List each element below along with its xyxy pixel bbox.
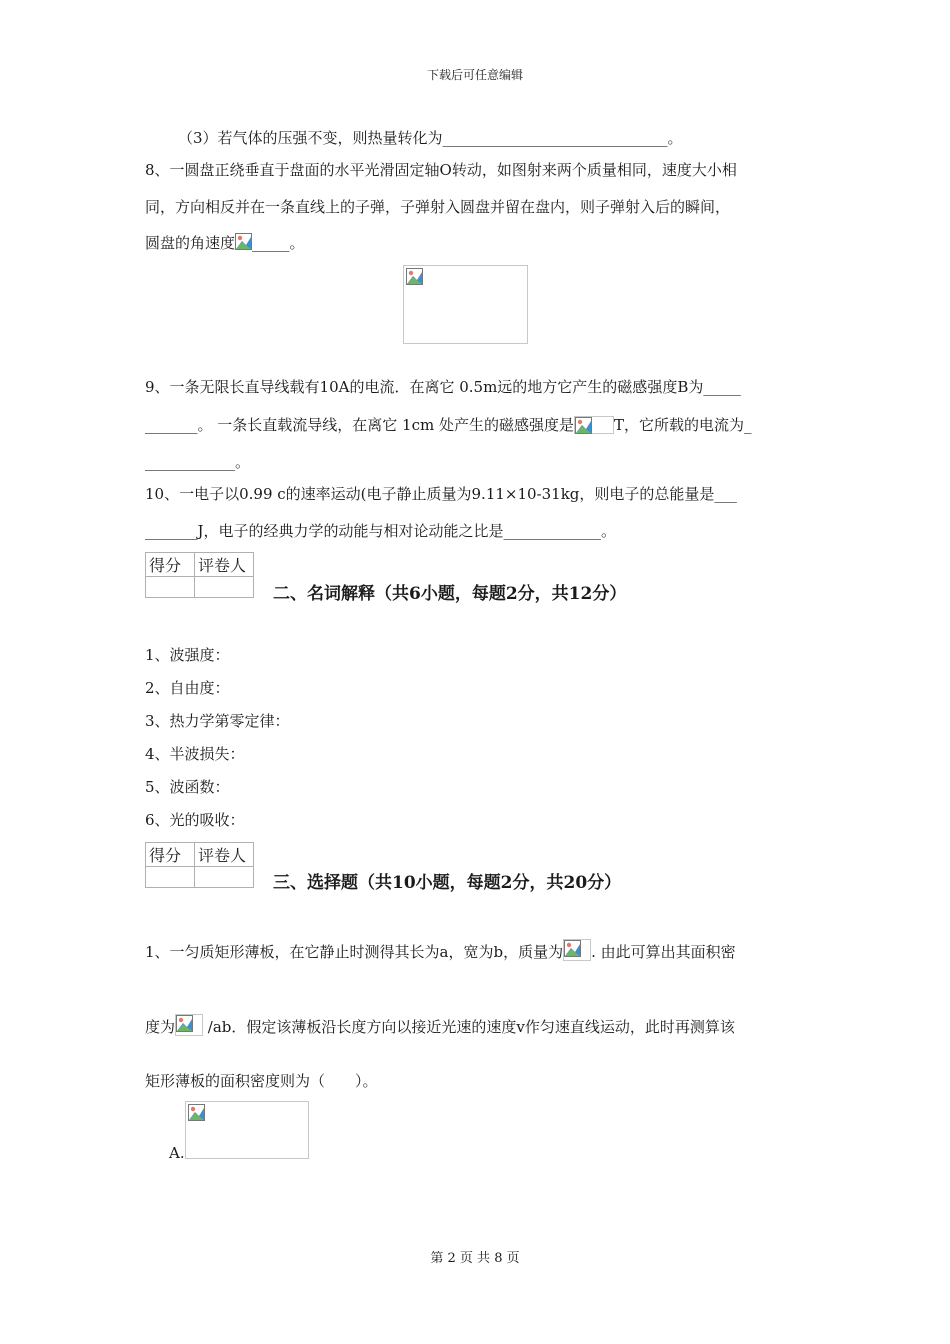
broken-image-icon (406, 268, 423, 285)
broken-image-icon (575, 417, 592, 434)
q8-figure (403, 265, 528, 344)
q9-formula-image (574, 416, 614, 434)
grader-cell (195, 867, 254, 888)
term-item: 2、自由度： (145, 679, 230, 697)
q7-part3-blank: ______________________________ (442, 129, 668, 147)
q8-line3 (145, 233, 305, 253)
choice-q1-line1 (145, 939, 736, 962)
q9-line2 (145, 415, 752, 435)
option-a-image (185, 1101, 309, 1159)
score-cell (146, 867, 195, 888)
q9-line3: ____________。 (145, 453, 251, 471)
option-a-label: A. (169, 1144, 185, 1162)
term-item: 3、热力学第零定律： (145, 712, 290, 730)
page-footer: 第 2 页 共 8 页 (430, 1251, 520, 1266)
q7-part3-text: （3）若气体的压强不变，则热量转化为 (178, 129, 443, 147)
choice-q1-text: 度为 (145, 1018, 176, 1036)
q9-line2-text: _______。 一条长直载流导线，在离它 1cm 处产生的磁感强度是 (145, 416, 574, 434)
score-label: 得分 (146, 553, 195, 577)
choice-q1-line2 (145, 1014, 735, 1037)
q10-line2: _______J，电子的经典力学的动能与相对论动能之比是_____________。 (145, 522, 617, 540)
section-title: 二、名词解释（共6小题，每题2分，共12分） (273, 584, 627, 604)
score-table (145, 552, 254, 598)
density-formula-image (175, 1014, 203, 1036)
q7-part3 (178, 128, 683, 148)
q8-line3-text: 圆盘的角速度 (145, 234, 236, 252)
grader-label: 评卷人 (195, 553, 254, 577)
term-item: 6、光的吸收： (145, 811, 245, 829)
term-item: 4、半波损失： (145, 745, 245, 763)
q7-part3-end: 。 (667, 129, 683, 147)
q8-line1: 8、一圆盘正绕垂直于盘面的水平光滑固定轴O转动，如图射来两个质量相同，速度大小相 (145, 161, 737, 179)
q8-line2: 同，方向相反并在一条直线上的子弹，子弹射入圆盘并留在盘内，则子弹射入后的瞬间， (145, 198, 731, 216)
grader-cell (195, 577, 254, 598)
page-header: 下载后可任意编辑 (426, 68, 523, 82)
choice-q1-text-end: . 由此可算出其面积密 (591, 943, 736, 961)
q10-line1: 10、一电子以0.99 c的速率运动(电子静止质量为9.11×10-31kg，则电子的总能量是___ (145, 485, 737, 503)
broken-image-icon (235, 233, 252, 250)
choice-q1-text: 1、一匀质矩形薄板，在它静止时测得其长为a，宽为b，质量为 (145, 943, 564, 961)
choice-q1-line3: 矩形薄板的面积密度则为（ ）。 (145, 1072, 378, 1090)
q8-line3-blank: _____。 (252, 234, 305, 252)
score-table (145, 842, 254, 888)
term-item: 1、波强度： (145, 646, 230, 664)
q9-line1: 9、一条无限长直导线载有10A的电流．在离它 0.5m远的地方它产生的磁感强度B为_____ (145, 378, 741, 396)
term-item: 5、波函数： (145, 778, 230, 796)
mass-formula-image (563, 939, 591, 961)
score-label: 得分 (146, 843, 195, 867)
choice-q1-text-end: /ab．假定该薄板沿长度方向以接近光速的速度v作匀速直线运动，此时再测算该 (203, 1018, 735, 1036)
q9-line2-end: T，它所载的电流为_ (613, 416, 752, 434)
broken-image-icon (188, 1104, 205, 1121)
broken-image-icon (176, 1015, 193, 1032)
score-cell (146, 577, 195, 598)
grader-label: 评卷人 (195, 843, 254, 867)
broken-image-icon (564, 940, 581, 957)
section-title: 三、选择题（共10小题，每题2分，共20分） (273, 873, 622, 893)
